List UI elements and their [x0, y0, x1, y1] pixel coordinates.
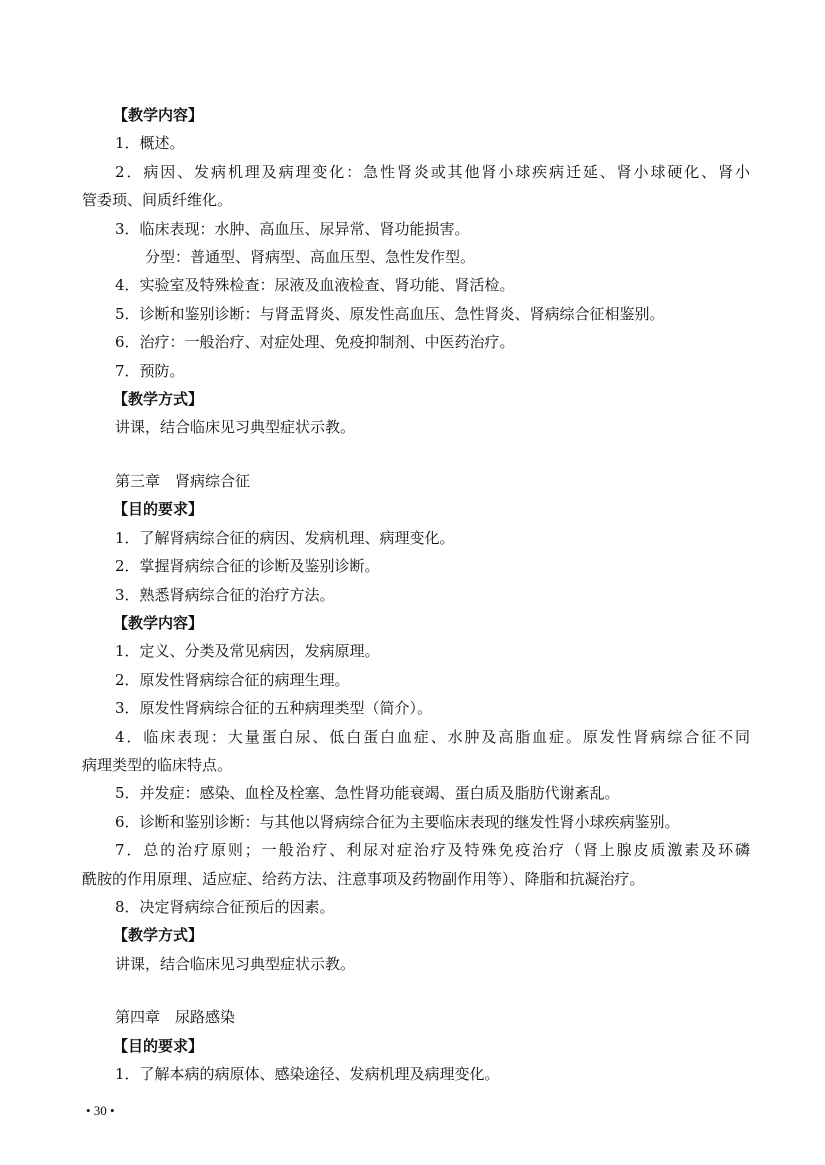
method-text: 讲课，结合临床见习典型症状示教。 [115, 418, 356, 437]
list-item: 1．了解本病的病原体、感染途径、发病机理及病理变化。 [115, 1065, 500, 1083]
list-item-continuation: 管委顼、间质纤维化。 [82, 191, 233, 210]
section-heading-teaching-method: 【教学方式】 [113, 926, 204, 945]
section-gap [82, 978, 750, 1003]
list-item-continuation: 病理类型的临床特点。 [82, 755, 233, 774]
list-item: 2．病因、发病机理及病理变化：急性肾炎或其他肾小球疾病迁延、肾小球硬化、肾小 [115, 162, 750, 181]
list-item: 1．了解肾病综合征的病因、发病机理、病理变化。 [115, 528, 455, 547]
section-heading-goals: 【目的要求】 [113, 500, 204, 519]
page-content [82, 101, 750, 1088]
section-heading-teaching-content: 【教学内容】 [113, 613, 204, 632]
list-item: 4．实验室及特殊检查：尿液及血液检查、肾功能、肾活检。 [115, 276, 515, 295]
list-item: 2．掌握肾病综合征的诊断及鉴别诊断。 [115, 557, 380, 576]
method-text: 讲课，结合临床见习典型症状示教。 [115, 954, 356, 973]
list-item: 8．决定肾病综合征预后的因素。 [115, 897, 335, 916]
list-item: 6．诊断和鉴别诊断：与其他以肾病综合征为主要临床表现的继发性肾小球疾病鉴别。 [115, 812, 680, 831]
list-item-continuation: 酰胺的作用原理、适应症、给药方法、注意事项及药物副作用等）、降脂和抗凝治疗。 [82, 869, 645, 888]
list-item: 3．熟悉肾病综合征的治疗方法。 [115, 585, 335, 604]
list-item: 1．定义、分类及常见病因，发病原理。 [115, 642, 380, 661]
section-heading-goals: 【目的要求】 [113, 1036, 204, 1055]
list-item: 3．原发性肾病综合征的五种病理类型（简介）。 [115, 699, 433, 718]
list-item: 7．总的治疗原则；一般治疗、利尿对症治疗及特殊免疫治疗（肾上腺皮质激素及环磷 [115, 841, 750, 860]
list-item: 2．原发性肾病综合征的病理生理。 [115, 670, 350, 689]
section-heading-teaching-method: 【教学方式】 [113, 390, 204, 409]
list-item: 1．概述。 [115, 134, 185, 153]
list-item: 4．临床表现：大量蛋白尿、低白蛋白血症、水肿及高脂血症。原发性肾病综合征不同 [115, 727, 750, 746]
section-heading-teaching-content: 【教学内容】 [113, 106, 204, 124]
section-gap [82, 442, 750, 467]
chapter-title: 第四章 尿路感染 [115, 1008, 236, 1027]
list-item: 分型：普通型、肾病型、高血压型、急性发作型。 [145, 248, 476, 267]
list-item: 5．并发症：感染、血栓及栓塞、急性肾功能衰竭、蛋白质及脂肪代谢紊乱。 [115, 784, 620, 803]
list-item: 7．预防。 [115, 361, 185, 380]
list-item: 5．诊断和鉴别诊断：与肾盂肾炎、原发性高血压、急性肾炎、肾病综合征相鉴别。 [115, 304, 665, 323]
list-item: 6．治疗：一般治疗、对症处理、免疫抑制剂、中医药治疗。 [115, 333, 515, 352]
page-number: • 30 • [86, 1103, 115, 1118]
chapter-title: 第三章 肾病综合征 [115, 471, 251, 490]
list-item: 3．临床表现：水肿、高血压、尿异常、肾功能损害。 [115, 219, 470, 238]
